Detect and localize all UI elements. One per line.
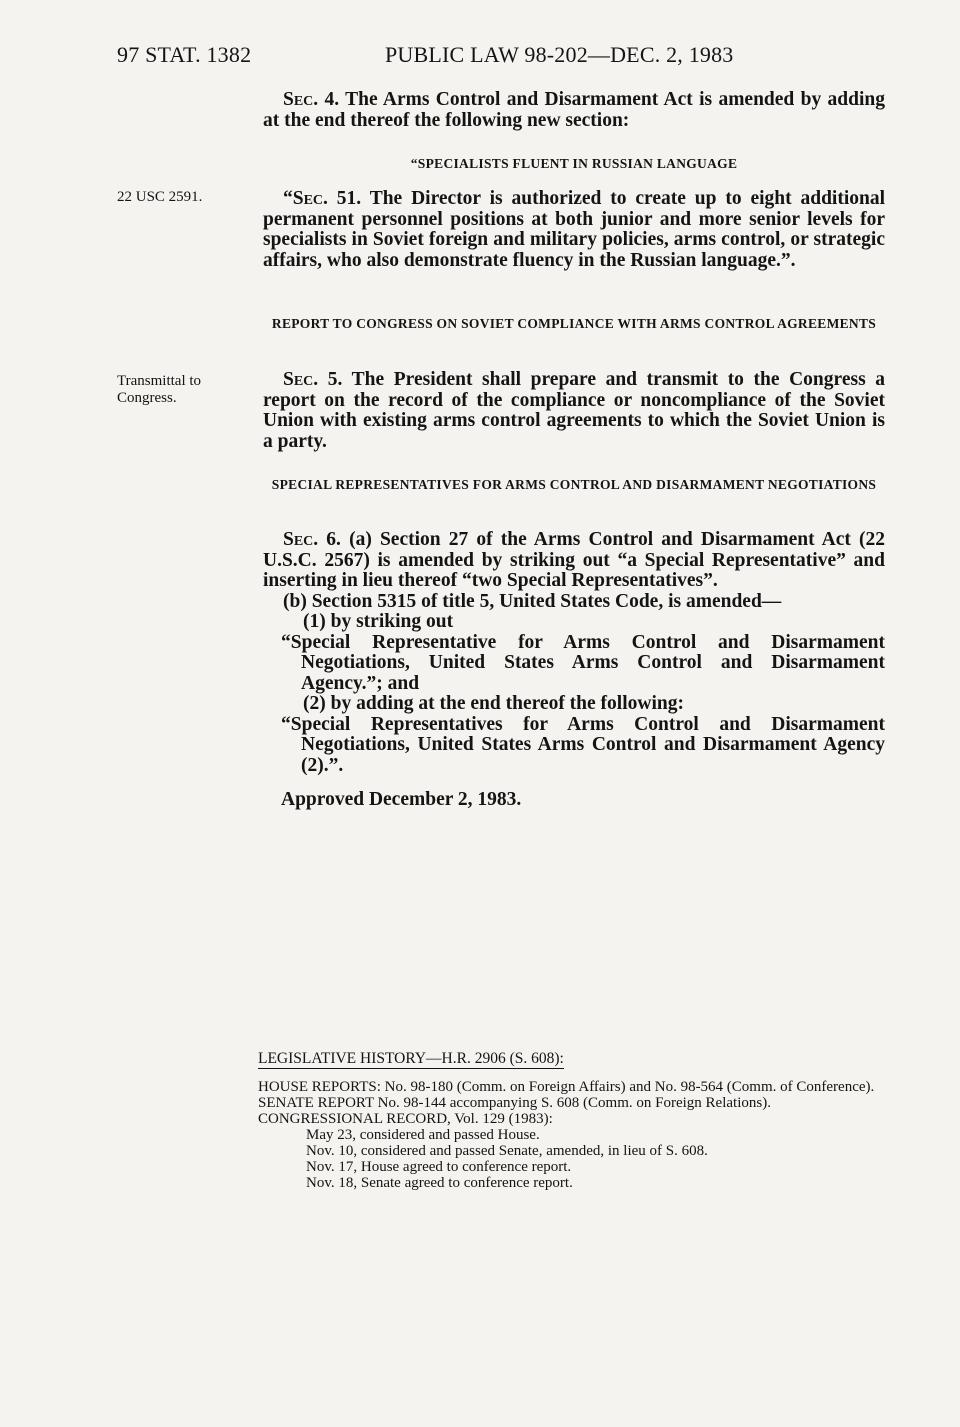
section-51-text: The Director is authorized to create up to eight additional permanent personnel positions at both junior and more senior levels for specialists in Soviet foreign and military policies, arms control, or strategic affairs, who also demonstrate fluency in the Russian language.”.	[263, 188, 886, 271]
record-entry-2: Nov. 10, considered and passed Senate, amended, in lieu of S. 608.	[306, 1143, 708, 1159]
section-6-a	[263, 529, 885, 591]
section-51-label: “Sec. 51.	[283, 188, 362, 209]
section-6-item-1-quote: “Special Representative for Arms Control and Disarmament Negotiations, United States Arms Control and Disarmament Agency.”; and	[281, 631, 885, 694]
section-5	[263, 370, 885, 452]
record-entry-3: Nov. 17, House agreed to conference report.	[306, 1159, 572, 1175]
section-6-item-2-label: (2) by adding at the end thereof the following:	[303, 693, 684, 714]
approved-date: Approved December 2, 1983.	[281, 789, 522, 810]
section-5-label: Sec. 5.	[283, 369, 343, 390]
section-4-text: The Arms Control and Disarmament Act is amended by adding at the end thereof the following new section:	[263, 89, 885, 131]
section-6-a-text: (a) Section 27 of the Arms Control and Disarmament Act (22 U.S.C. 2567) is amended by striking out “a Special Representative” and inserting in lieu thereof “two Special Representatives”.	[263, 529, 886, 591]
section-6-item-2-quote: “Special Representatives for Arms Control and Disarmament Negotiations, United States Arms Control and Disarmament Agency (2).”.	[281, 713, 885, 776]
record-entry-1: May 23, considered and passed House.	[306, 1127, 540, 1143]
stat-citation: 97 STAT. 1382	[117, 42, 252, 67]
law-title: PUBLIC LAW 98-202—DEC. 2, 1983	[385, 42, 734, 67]
section-51	[263, 189, 885, 271]
section-4-label: Sec. 4.	[283, 89, 340, 110]
section-6-item-1-label: (1) by striking out	[303, 611, 454, 632]
legislative-history	[258, 1079, 886, 1191]
heading-special-representatives: SPECIAL REPRESENTATIVES FOR ARMS CONTROL AND DISARMAMENT NEGOTIATIONS	[271, 477, 877, 492]
congressional-record: CONGRESSIONAL RECORD, Vol. 129 (1983):	[258, 1111, 553, 1127]
legislative-history-title-text: LEGISLATIVE HISTORY—H.R. 2906 (S. 608):	[258, 1050, 564, 1067]
section-5-text: The President shall prepare and transmit to the Congress a report on the record of the compliance or noncompliance of the Soviet Union with existing arms control agreements to which the Soviet Union is a party.	[263, 369, 886, 452]
section-6-label: Sec. 6.	[283, 529, 341, 550]
margin-note-transmittal: Transmittal to Congress.	[117, 373, 202, 406]
legislative-history-title	[258, 1050, 564, 1068]
margin-note-usc-2591: 22 USC 2591.	[117, 189, 203, 205]
section-6-b-text: (b) Section 5315 of title 5, United States Code, is amended—	[283, 590, 782, 612]
section-6-b	[263, 592, 885, 613]
section-6	[263, 530, 885, 776]
heading-report-to-congress: REPORT TO CONGRESS ON SOVIET COMPLIANCE WITH ARMS CONTROL AGREEMENTS	[271, 316, 877, 331]
section-4	[263, 90, 885, 131]
house-reports: HOUSE REPORTS: No. 98-180 (Comm. on Foreign Affairs) and No. 98-564 (Comm. of Conference).	[258, 1079, 875, 1095]
heading-specialists: “SPECIALISTS FLUENT IN RUSSIAN LANGUAGE	[410, 156, 738, 171]
senate-report: SENATE REPORT No. 98-144 accompanying S. 608 (Comm. on Foreign Relations).	[258, 1095, 771, 1111]
record-entry-4: Nov. 18, Senate agreed to conference report.	[306, 1175, 573, 1191]
